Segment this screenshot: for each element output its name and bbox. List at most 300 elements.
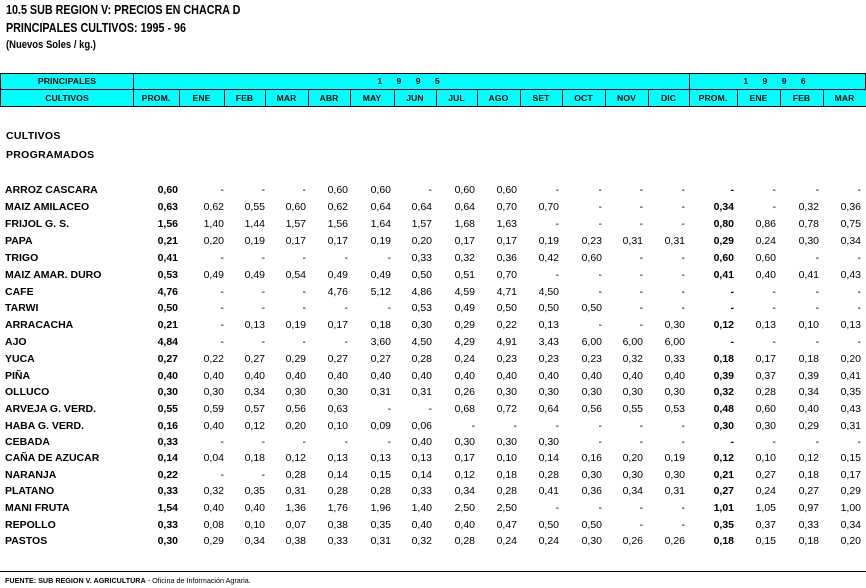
price-cell: 0,28 [285, 469, 306, 481]
price-cell: - [639, 420, 643, 432]
price-cell: 0,40 [244, 502, 265, 514]
price-cell: - [639, 201, 643, 213]
price-cell: 0,28 [755, 386, 776, 398]
price-cell: 0,51 [454, 269, 475, 281]
price-cell: - [681, 286, 685, 298]
price-cell: 0,86 [755, 218, 776, 230]
crop-name: MANI FRUTA [5, 502, 70, 514]
price-cell: 0,33 [327, 535, 348, 547]
price-cell: - [220, 319, 224, 331]
price-cell: - [681, 420, 685, 432]
average-price-cell: 0,14 [157, 452, 178, 464]
average-price-cell: 0,30 [713, 420, 734, 432]
price-cell: 0,18 [370, 319, 391, 331]
price-cell: 0,49 [454, 302, 475, 314]
price-cell: - [302, 286, 306, 298]
table-row [0, 252, 866, 268]
price-cell: - [598, 201, 602, 213]
price-cell: 0,50 [538, 302, 559, 314]
price-cell: 0,40 [622, 370, 643, 382]
header-month-label: PROM. [698, 93, 728, 103]
price-cell: 0,14 [327, 469, 348, 481]
average-price-cell: 0,41 [157, 252, 178, 264]
header-year-1995: 1 9 9 5 [377, 76, 446, 86]
price-cell: 0,32 [411, 535, 432, 547]
average-price-cell: 0,21 [713, 469, 734, 481]
price-cell: 0,37 [755, 370, 776, 382]
price-cell: 0,55 [622, 403, 643, 415]
price-cell: 0,30 [664, 386, 685, 398]
price-cell: 0,24 [496, 535, 517, 547]
average-price-cell: 0,53 [157, 269, 178, 281]
price-cell: - [598, 420, 602, 432]
price-cell: 0,60 [755, 252, 776, 264]
price-cell: 0,33 [664, 353, 685, 365]
price-cell: 0,34 [454, 485, 475, 497]
crop-name: PIÑA [5, 370, 31, 382]
price-cell: 0,13 [370, 452, 391, 464]
price-cell: - [261, 184, 265, 196]
price-cell: 0,10 [798, 319, 819, 331]
price-cell: 0,30 [203, 386, 224, 398]
price-cell: - [681, 184, 685, 196]
header-month-label: FEB [792, 93, 811, 103]
price-cell: 0,18 [798, 535, 819, 547]
price-cell: - [302, 184, 306, 196]
price-cell: 0,38 [327, 519, 348, 531]
price-cell: - [387, 302, 391, 314]
price-cell: 2,50 [454, 502, 475, 514]
crop-name: PAPA [5, 235, 33, 247]
price-cell: 0,32 [454, 252, 475, 264]
price-cell: 5,12 [370, 286, 391, 298]
price-cell: 0,31 [840, 420, 861, 432]
price-cell: 0,27 [370, 353, 391, 365]
crop-name: CAÑA DE AZUCAR [5, 452, 100, 464]
price-cell: 0,50 [581, 519, 602, 531]
price-cell: 0,31 [664, 235, 685, 247]
average-price-cell: 0,40 [157, 370, 178, 382]
average-price-cell: 0,22 [157, 469, 178, 481]
table-row [0, 386, 866, 402]
crop-name: PLATANO [5, 485, 55, 497]
price-cell: 0,09 [370, 420, 391, 432]
price-cell: 6,00 [664, 336, 685, 348]
price-cell: - [302, 302, 306, 314]
price-cell: - [772, 302, 776, 314]
price-cell: - [681, 436, 685, 448]
price-cell: 4,91 [496, 336, 517, 348]
price-cell: 0,13 [840, 319, 861, 331]
table-row [0, 535, 866, 551]
price-cell: - [815, 252, 819, 264]
price-cell: - [857, 286, 861, 298]
price-cell: 0,49 [370, 269, 391, 281]
price-cell: - [555, 502, 559, 514]
price-cell: 0,30 [496, 436, 517, 448]
price-cell: 0,13 [755, 319, 776, 331]
price-cell: 0,40 [411, 436, 432, 448]
table-row [0, 235, 866, 251]
price-cell: 0,40 [411, 370, 432, 382]
price-cell: - [815, 302, 819, 314]
price-cell: - [857, 302, 861, 314]
price-cell: - [220, 184, 224, 196]
price-cell: 0,75 [840, 218, 861, 230]
price-cell: 0,19 [244, 235, 265, 247]
average-price-cell: 0,21 [157, 319, 178, 331]
price-cell: 0,40 [581, 370, 602, 382]
price-cell: 0,27 [755, 469, 776, 481]
price-cell: - [555, 184, 559, 196]
price-cell: 0,30 [496, 386, 517, 398]
price-cell: 0,56 [581, 403, 602, 415]
price-cell: - [857, 184, 861, 196]
price-cell: - [387, 436, 391, 448]
price-cell: 0,28 [496, 485, 517, 497]
price-cell: 0,12 [798, 452, 819, 464]
header-year-1996: 1 9 9 6 [743, 76, 812, 86]
price-cell: - [302, 436, 306, 448]
header-month-label: ENE [749, 93, 768, 103]
price-cell: 0,12 [454, 469, 475, 481]
header-month-label: MAY [362, 93, 382, 103]
price-cell: 0,42 [538, 252, 559, 264]
crop-name: ARVEJA G. VERD. [5, 403, 97, 415]
price-cell: - [815, 336, 819, 348]
price-cell: 0,31 [370, 535, 391, 547]
price-cell: - [815, 286, 819, 298]
price-cell: 3,43 [538, 336, 559, 348]
price-cell: - [681, 502, 685, 514]
price-cell: 0,30 [285, 386, 306, 398]
price-cell: - [857, 436, 861, 448]
price-cell: 0,35 [370, 519, 391, 531]
header-label-cultivos: CULTIVOS [45, 93, 89, 103]
price-cell: - [639, 286, 643, 298]
price-cell: 0,60 [285, 201, 306, 213]
price-cell: 0,36 [496, 252, 517, 264]
price-cell: 1,68 [454, 218, 475, 230]
price-cell: - [598, 269, 602, 281]
price-cell: 0,18 [798, 353, 819, 365]
header-month-label: ENE [192, 93, 211, 103]
table-row [0, 469, 866, 485]
average-price-cell: - [730, 436, 734, 448]
price-cell: - [772, 184, 776, 196]
price-cell: - [471, 420, 475, 432]
price-cell: 0,17 [840, 469, 861, 481]
price-cell: 0,04 [203, 452, 224, 464]
price-cell: 0,30 [664, 319, 685, 331]
price-cell: 0,22 [496, 319, 517, 331]
price-cell: 0,33 [411, 252, 432, 264]
price-cell: - [220, 286, 224, 298]
table-row [0, 302, 866, 318]
price-cell: - [815, 436, 819, 448]
crop-name: CAFE [5, 286, 34, 298]
price-cell: 0,49 [244, 269, 265, 281]
price-cell: - [639, 502, 643, 514]
price-cell: - [387, 252, 391, 264]
price-cell: 0,55 [244, 201, 265, 213]
price-cell: 0,40 [454, 370, 475, 382]
header-month-label: FEB [235, 93, 254, 103]
average-price-cell: 1,01 [713, 502, 734, 514]
average-price-cell: 4,76 [157, 286, 178, 298]
table-row [0, 485, 866, 501]
price-cell: 0,27 [244, 353, 265, 365]
price-cell: - [513, 420, 517, 432]
price-cell: 0,14 [538, 452, 559, 464]
average-price-cell: 4,84 [157, 336, 178, 348]
price-cell: - [344, 252, 348, 264]
header-month-label: JUN [406, 93, 424, 103]
price-cell: 0,27 [798, 485, 819, 497]
price-cell: 0,17 [454, 235, 475, 247]
price-cell: 0,31 [411, 386, 432, 398]
price-cell: 0,30 [581, 386, 602, 398]
price-cell: 0,34 [244, 535, 265, 547]
price-cell: - [681, 302, 685, 314]
price-cell: 0,53 [664, 403, 685, 415]
price-cell: 0,62 [203, 201, 224, 213]
price-cell: 0,30 [454, 436, 475, 448]
price-cell: 0,32 [622, 353, 643, 365]
average-price-cell: 0,41 [713, 269, 734, 281]
price-cell: 6,00 [622, 336, 643, 348]
crop-name: YUCA [5, 353, 35, 365]
table-row [0, 403, 866, 419]
price-cell: 0,54 [285, 269, 306, 281]
price-cell: - [428, 403, 432, 415]
price-cell: 0,41 [840, 370, 861, 382]
price-cell: 0,13 [411, 452, 432, 464]
price-cell: - [220, 436, 224, 448]
price-cell: 0,31 [285, 485, 306, 497]
price-cell: 0,18 [798, 469, 819, 481]
price-cell: 0,60 [370, 184, 391, 196]
price-cell: 0,43 [840, 403, 861, 415]
price-cell: 1,63 [496, 218, 517, 230]
price-cell: - [772, 436, 776, 448]
price-cell: 0,30 [622, 386, 643, 398]
price-cell: 4,59 [454, 286, 475, 298]
table-row [0, 201, 866, 217]
price-cell: 0,29 [798, 420, 819, 432]
price-cell: 0,40 [664, 370, 685, 382]
price-cell: 1,76 [327, 502, 348, 514]
average-price-cell: 0,33 [157, 519, 178, 531]
price-cell: 0,40 [203, 370, 224, 382]
price-cell: 0,08 [203, 519, 224, 531]
price-cell: 0,20 [840, 353, 861, 365]
price-cell: 0,50 [411, 269, 432, 281]
header-month-label: NOV [617, 93, 636, 103]
price-cell: 0,34 [840, 519, 861, 531]
price-cell: 0,30 [538, 436, 559, 448]
price-cell: 0,13 [244, 319, 265, 331]
price-cell: - [261, 302, 265, 314]
price-cell: 0,70 [496, 269, 517, 281]
price-cell: 0,60 [581, 252, 602, 264]
average-price-cell: 0,34 [713, 201, 734, 213]
price-cell: - [555, 218, 559, 230]
price-cell: 0,18 [244, 452, 265, 464]
price-cell: 0,40 [798, 403, 819, 415]
price-cell: 0,70 [538, 201, 559, 213]
price-cell: - [598, 436, 602, 448]
price-cell: 0,63 [327, 403, 348, 415]
price-cell: 0,19 [664, 452, 685, 464]
price-cell: - [857, 336, 861, 348]
price-cell: 0,24 [538, 535, 559, 547]
crop-name: MAIZ AMILACEO [5, 201, 90, 213]
price-cell: 0,20 [411, 235, 432, 247]
average-price-cell: 0,27 [157, 353, 178, 365]
price-cell: - [302, 336, 306, 348]
price-cell: - [681, 269, 685, 281]
price-cell: 0,28 [454, 535, 475, 547]
average-price-cell: 0,33 [157, 436, 178, 448]
price-cell: - [344, 336, 348, 348]
price-cell: 0,12 [244, 420, 265, 432]
price-cell: 0,06 [411, 420, 432, 432]
source-note-rest: - Oficina de Información Agraria. [145, 576, 251, 585]
price-cell: 0,10 [244, 519, 265, 531]
price-cell: - [261, 286, 265, 298]
price-cell: 0,26 [664, 535, 685, 547]
price-cell: 0,23 [581, 353, 602, 365]
price-cell: 1,56 [327, 218, 348, 230]
price-cell: 0,40 [454, 519, 475, 531]
price-cell: - [681, 252, 685, 264]
price-cell: 1,40 [203, 218, 224, 230]
price-cell: 4,86 [411, 286, 432, 298]
price-cell: 0,34 [622, 485, 643, 497]
price-cell: 0,20 [203, 235, 224, 247]
price-cell: 0,41 [798, 269, 819, 281]
price-cell: 0,22 [203, 353, 224, 365]
header-month-label: DIC [660, 93, 677, 103]
price-cell: 0,72 [496, 403, 517, 415]
price-cell: 0,34 [244, 386, 265, 398]
price-cell: 0,97 [798, 502, 819, 514]
price-cell: 0,10 [327, 420, 348, 432]
price-cell: - [261, 336, 265, 348]
price-cell: - [220, 302, 224, 314]
average-price-cell: 0,30 [157, 386, 178, 398]
price-cell: 0,50 [496, 302, 517, 314]
price-cell: 0,60 [454, 184, 475, 196]
price-cell: 0,20 [840, 535, 861, 547]
header-month-label: ABR [319, 93, 339, 103]
price-cell: 0,34 [798, 386, 819, 398]
price-cell: 0,57 [244, 403, 265, 415]
price-cell: 0,35 [244, 485, 265, 497]
price-cell: 0,17 [285, 235, 306, 247]
price-cell: 0,40 [203, 502, 224, 514]
price-cell: - [302, 252, 306, 264]
price-cell: - [428, 184, 432, 196]
price-cell: - [681, 218, 685, 230]
price-cell: - [555, 269, 559, 281]
average-price-cell: 0,18 [713, 353, 734, 365]
price-cell: 0,50 [538, 519, 559, 531]
price-cell: 0,30 [581, 469, 602, 481]
price-cell: 0,39 [798, 370, 819, 382]
average-price-cell: 0,30 [157, 535, 178, 547]
average-price-cell: 0,27 [713, 485, 734, 497]
price-cell: 0,38 [285, 535, 306, 547]
price-cell: 1,05 [755, 502, 776, 514]
price-cell: 0,40 [327, 370, 348, 382]
average-price-cell: 1,54 [157, 502, 178, 514]
price-cell: - [639, 319, 643, 331]
average-price-cell: - [730, 302, 734, 314]
price-cell: 0,19 [285, 319, 306, 331]
price-cell: - [815, 184, 819, 196]
price-cell: - [639, 302, 643, 314]
average-price-cell: 0,29 [713, 235, 734, 247]
price-cell: 0,17 [454, 452, 475, 464]
price-cell: 0,49 [203, 269, 224, 281]
price-cell: - [639, 218, 643, 230]
price-cell: - [857, 252, 861, 264]
crop-name: CEBADA [5, 436, 50, 448]
price-cell: - [220, 336, 224, 348]
price-cell: 1,96 [370, 502, 391, 514]
price-cell: 0,30 [798, 235, 819, 247]
table-row [0, 319, 866, 335]
crop-name: FRIJOL G. S. [5, 218, 69, 230]
price-cell: - [598, 319, 602, 331]
average-price-cell: 0,55 [157, 403, 178, 415]
price-cell: 4,50 [538, 286, 559, 298]
price-cell: 0,32 [203, 485, 224, 497]
price-cell: 0,17 [755, 353, 776, 365]
price-cell: - [220, 469, 224, 481]
price-cell: 0,53 [411, 302, 432, 314]
price-cell: - [772, 286, 776, 298]
price-cell: 0,68 [454, 403, 475, 415]
price-cell: 0,59 [203, 403, 224, 415]
price-cell: 0,31 [622, 235, 643, 247]
price-cell: 0,23 [496, 353, 517, 365]
average-price-cell: 0,12 [713, 319, 734, 331]
crop-name: TRIGO [5, 252, 39, 264]
price-cell: 0,43 [840, 269, 861, 281]
price-cell: 0,10 [496, 452, 517, 464]
average-price-cell: 0,63 [157, 201, 178, 213]
price-cell: 0,17 [327, 235, 348, 247]
price-cell: 0,40 [285, 370, 306, 382]
price-cell: 0,28 [538, 469, 559, 481]
price-cell: 0,26 [454, 386, 475, 398]
price-cell: 0,35 [840, 386, 861, 398]
average-price-cell: - [730, 286, 734, 298]
average-price-cell: 0,32 [713, 386, 734, 398]
price-cell: 0,30 [755, 420, 776, 432]
price-cell: - [344, 302, 348, 314]
price-cell: 0,33 [798, 519, 819, 531]
table-row [0, 269, 866, 285]
section-label-cultivos: CULTIVOS [6, 130, 61, 142]
price-cell: 4,50 [411, 336, 432, 348]
average-price-cell: 0,50 [157, 302, 178, 314]
crop-name: HABA G. VERD. [5, 420, 84, 432]
price-cell: 4,71 [496, 286, 517, 298]
